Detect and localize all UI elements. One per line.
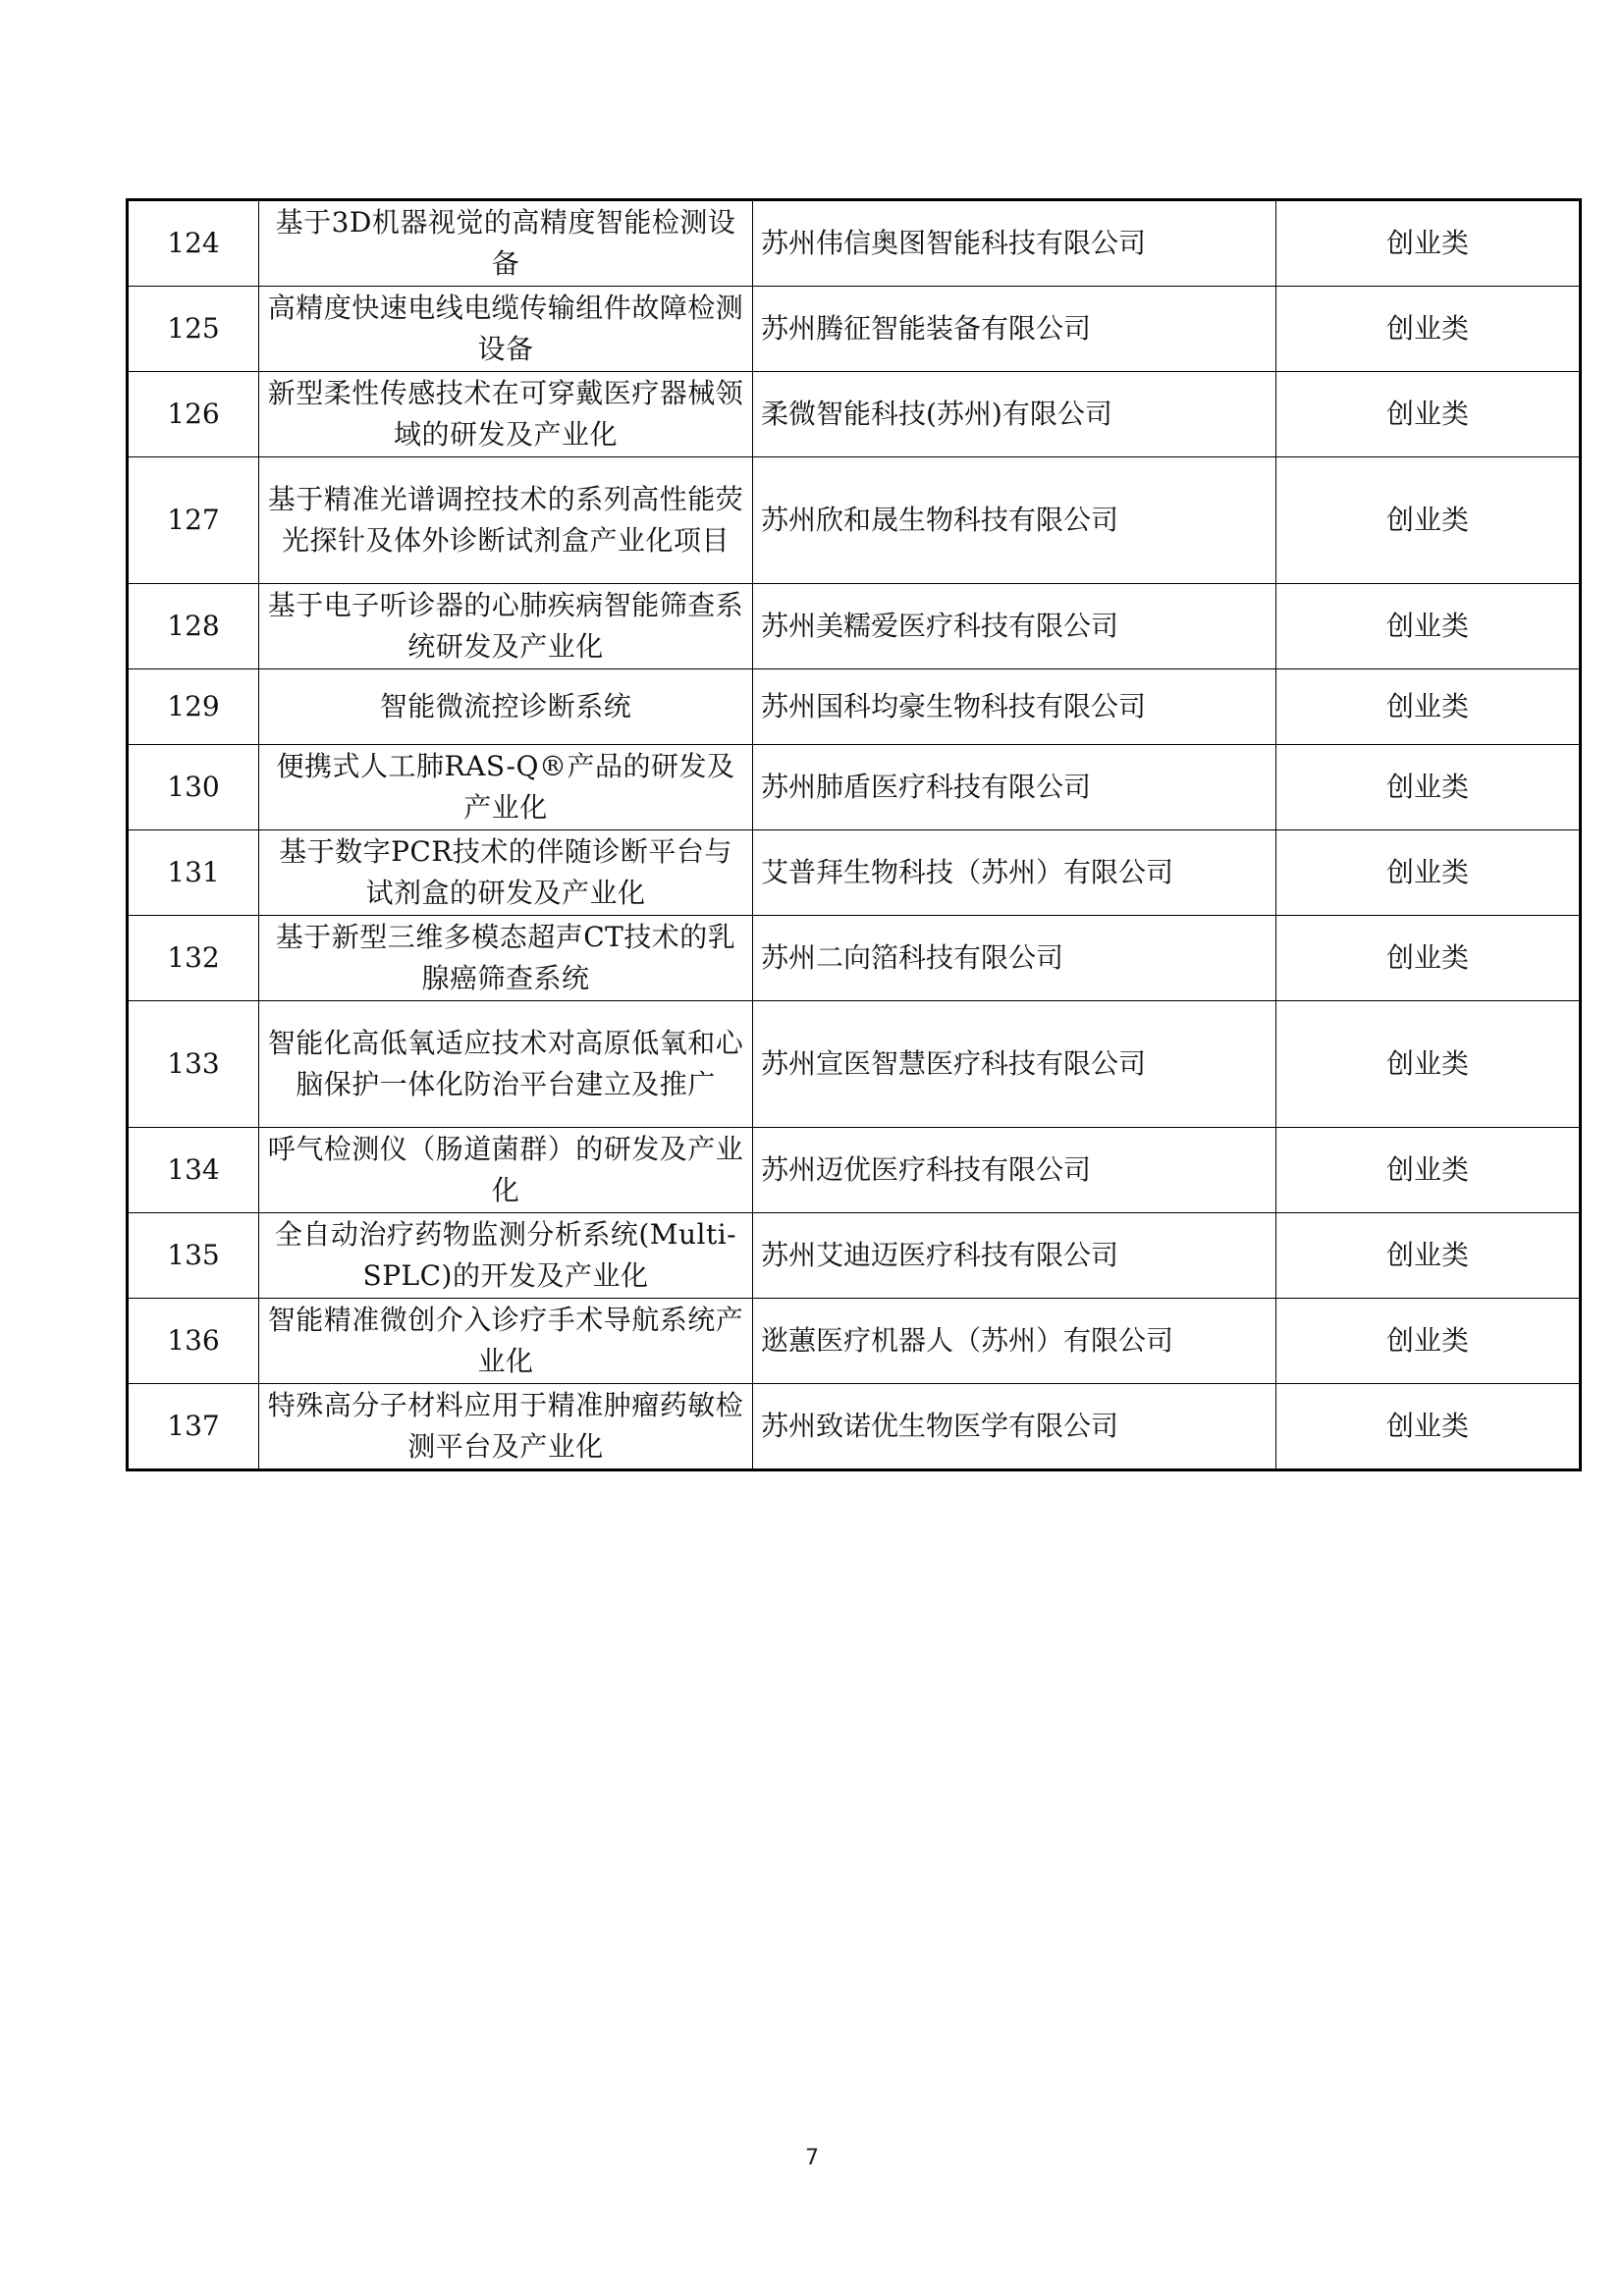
project-category: 创业类 [1276, 1299, 1581, 1384]
project-name: 智能精准微创介入诊疗手术导航系统产业化 [259, 1299, 753, 1384]
company-name: 苏州致诺优生物医学有限公司 [753, 1384, 1276, 1470]
row-number: 135 [128, 1213, 259, 1299]
table-row [128, 1213, 1581, 1299]
project-name: 新型柔性传感技术在可穿戴医疗器械领域的研发及产业化 [259, 372, 753, 457]
project-name: 基于3D机器视觉的高精度智能检测设备 [259, 200, 753, 287]
project-name: 基于数字PCR技术的伴随诊断平台与试剂盒的研发及产业化 [259, 830, 753, 916]
company-name: 苏州艾迪迈医疗科技有限公司 [753, 1213, 1276, 1299]
company-name: 苏州迈优医疗科技有限公司 [753, 1128, 1276, 1213]
project-name: 全自动治疗药物监测分析系统(Multi-SPLC)的开发及产业化 [259, 1213, 753, 1299]
company-name: 苏州欣和晟生物科技有限公司 [753, 457, 1276, 584]
project-category: 创业类 [1276, 745, 1581, 830]
project-name: 高精度快速电线电缆传输组件故障检测设备 [259, 287, 753, 372]
project-category: 创业类 [1276, 584, 1581, 669]
project-category: 创业类 [1276, 1213, 1581, 1299]
project-category: 创业类 [1276, 372, 1581, 457]
row-number: 124 [128, 200, 259, 287]
project-name: 便携式人工肺RAS-Q®产品的研发及产业化 [259, 745, 753, 830]
table-row [128, 287, 1581, 372]
project-name: 智能化高低氧适应技术对高原低氧和心脑保护一体化防治平台建立及推广 [259, 1001, 753, 1128]
project-table [126, 198, 1582, 1471]
row-number: 126 [128, 372, 259, 457]
page-number: 7 [805, 2146, 819, 2170]
project-name: 特殊高分子材料应用于精准肿瘤药敏检测平台及产业化 [259, 1384, 753, 1470]
project-category: 创业类 [1276, 287, 1581, 372]
row-number: 136 [128, 1299, 259, 1384]
row-number: 130 [128, 745, 259, 830]
project-name: 基于新型三维多模态超声CT技术的乳腺癌筛查系统 [259, 916, 753, 1001]
row-number: 131 [128, 830, 259, 916]
company-name: 逖蕙医疗机器人（苏州）有限公司 [753, 1299, 1276, 1384]
company-name: 苏州肺盾医疗科技有限公司 [753, 745, 1276, 830]
project-name: 基于电子听诊器的心肺疾病智能筛查系统研发及产业化 [259, 584, 753, 669]
table-row [128, 916, 1581, 1001]
project-category: 创业类 [1276, 1001, 1581, 1128]
project-category: 创业类 [1276, 830, 1581, 916]
company-name: 苏州美糯爱医疗科技有限公司 [753, 584, 1276, 669]
table-row [128, 1001, 1581, 1128]
project-category: 创业类 [1276, 200, 1581, 287]
table-row [128, 1299, 1581, 1384]
company-name: 柔微智能科技(苏州)有限公司 [753, 372, 1276, 457]
table-row [128, 745, 1581, 830]
row-number: 134 [128, 1128, 259, 1213]
project-name: 呼气检测仪（肠道菌群）的研发及产业化 [259, 1128, 753, 1213]
company-name: 艾普拜生物科技（苏州）有限公司 [753, 830, 1276, 916]
table-row [128, 584, 1581, 669]
table-body [128, 200, 1581, 1470]
table-row [128, 1384, 1581, 1470]
project-category: 创业类 [1276, 457, 1581, 584]
project-category: 创业类 [1276, 1384, 1581, 1470]
table-row [128, 372, 1581, 457]
company-name: 苏州国科均豪生物科技有限公司 [753, 669, 1276, 745]
table-row [128, 830, 1581, 916]
row-number: 125 [128, 287, 259, 372]
table-row [128, 669, 1581, 745]
row-number: 127 [128, 457, 259, 584]
table-row [128, 200, 1581, 287]
project-name: 智能微流控诊断系统 [259, 669, 753, 745]
project-category: 创业类 [1276, 669, 1581, 745]
project-name: 基于精准光谱调控技术的系列高性能荧光探针及体外诊断试剂盒产业化项目 [259, 457, 753, 584]
row-number: 137 [128, 1384, 259, 1470]
row-number: 132 [128, 916, 259, 1001]
row-number: 133 [128, 1001, 259, 1128]
company-name: 苏州伟信奥图智能科技有限公司 [753, 200, 1276, 287]
project-category: 创业类 [1276, 1128, 1581, 1213]
row-number: 128 [128, 584, 259, 669]
company-name: 苏州二向箔科技有限公司 [753, 916, 1276, 1001]
company-name: 苏州宣医智慧医疗科技有限公司 [753, 1001, 1276, 1128]
row-number: 129 [128, 669, 259, 745]
table-row [128, 457, 1581, 584]
company-name: 苏州腾征智能装备有限公司 [753, 287, 1276, 372]
table-row [128, 1128, 1581, 1213]
project-category: 创业类 [1276, 916, 1581, 1001]
